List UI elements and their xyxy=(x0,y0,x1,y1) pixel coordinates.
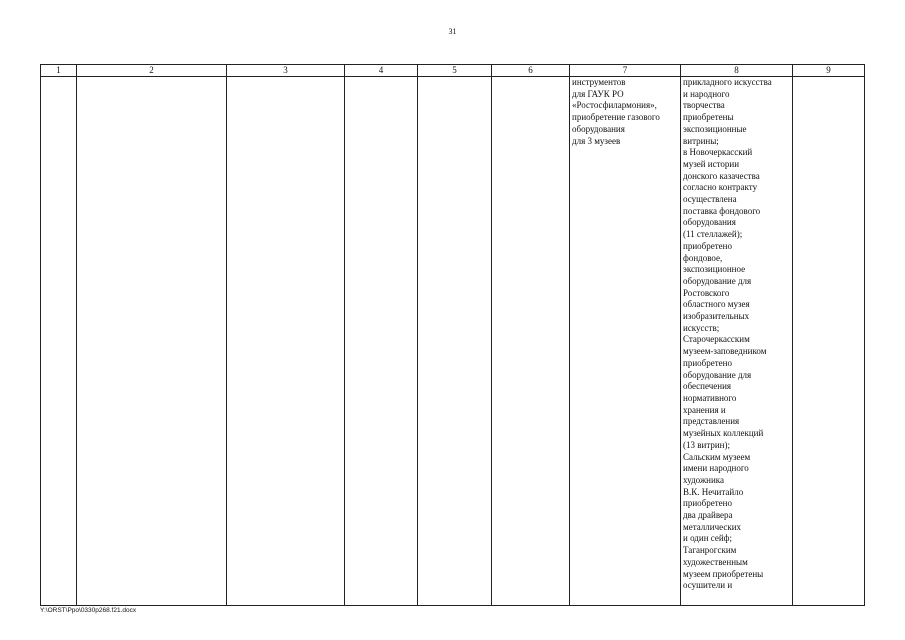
cell-line: имени народного xyxy=(683,463,749,474)
cell-line: и народного xyxy=(683,88,730,99)
cell-line: Сальским музеем xyxy=(683,451,751,462)
column-header-5: 5 xyxy=(418,65,492,77)
column-header-8: 8 xyxy=(681,65,793,77)
cell-line: металлических xyxy=(683,521,742,532)
cell-line: художественным xyxy=(683,556,748,567)
cell-line: прикладного искусства xyxy=(683,77,772,87)
cell-line: (11 стеллажей); xyxy=(683,229,743,240)
document-table xyxy=(40,64,865,606)
cell-line: витрины; xyxy=(683,135,719,146)
cell-line: нормативного xyxy=(683,392,737,403)
column-header-7: 7 xyxy=(570,65,681,77)
cell-line: оборудования xyxy=(683,217,736,228)
column-header-9: 9 xyxy=(793,65,865,77)
column-header-2: 2 xyxy=(77,65,227,77)
cell-line: искусств; xyxy=(683,322,720,333)
cell-col-8 xyxy=(681,77,793,606)
cell-col-5 xyxy=(418,77,492,606)
cell-line: Таганрогским xyxy=(683,545,737,556)
cell-line: представления xyxy=(683,416,740,427)
cell-line: Старочеркасским xyxy=(683,334,750,345)
table-header-row xyxy=(41,65,865,77)
cell-line: музеем-заповедником xyxy=(683,346,767,357)
cell-line: приобретено xyxy=(683,357,732,368)
cell-line: музей истории xyxy=(683,158,740,169)
cell-line: экспозиционное xyxy=(683,264,746,275)
cell-col-2 xyxy=(77,77,227,606)
cell-line: и один сейф; xyxy=(683,533,733,544)
cell-line: инструментов xyxy=(572,77,626,87)
cell-line: творчества xyxy=(683,100,725,111)
cell-col-6 xyxy=(492,77,570,606)
cell-line: приобретение газового xyxy=(572,112,660,123)
cell-line: музейных коллекций xyxy=(683,428,764,439)
column-header-3: 3 xyxy=(227,65,345,77)
cell-line: в Новочеркасский xyxy=(683,147,753,158)
cell-line: В.К. Нечитайло xyxy=(683,486,744,497)
cell-line: два драйвера xyxy=(683,510,733,521)
cell-line: оборудование для xyxy=(683,275,752,286)
cell-line: областного музея xyxy=(683,299,750,310)
table-row xyxy=(41,77,865,606)
cell-line: оборудования xyxy=(572,123,625,134)
cell-col-3 xyxy=(227,77,345,606)
footer-file-path: Y:\ORST\Ppo\0330p268.f21.docx xyxy=(40,607,137,614)
cell-line: музеем приобретены xyxy=(683,568,764,579)
column-header-6: 6 xyxy=(492,65,570,77)
cell-col-7 xyxy=(570,77,681,606)
cell-line: для ГАУК РО xyxy=(572,88,624,99)
cell-line: согласно контракту xyxy=(683,182,758,193)
cell-line: приобретены xyxy=(683,112,734,123)
cell-col-4 xyxy=(345,77,418,606)
cell-line: экспозиционные xyxy=(683,123,747,134)
cell-line: Ростовского xyxy=(683,287,730,298)
column-header-4: 4 xyxy=(345,65,418,77)
column-header-1: 1 xyxy=(41,65,77,77)
cell-line: донского казачества xyxy=(683,170,760,181)
cell-line: приобретено xyxy=(683,240,732,251)
cell-line: фондовое, xyxy=(683,252,723,263)
page-number: 31 xyxy=(448,27,457,36)
cell-line: «Ростосфилармония», xyxy=(572,100,657,111)
cell-line: оборудование для xyxy=(683,369,752,380)
cell-line: (13 витрин); xyxy=(683,439,730,450)
cell-line: поставка фондового xyxy=(683,205,761,216)
cell-col-9 xyxy=(793,77,865,606)
cell-line: осуществлена xyxy=(683,194,737,205)
cell-line: осушители и xyxy=(683,580,733,591)
cell-line: для 3 музеев xyxy=(572,135,621,146)
cell-col-1 xyxy=(41,77,77,606)
cell-line: приобретено xyxy=(683,498,732,509)
cell-line: хранения и xyxy=(683,404,726,415)
cell-line: художника xyxy=(683,474,725,485)
cell-line: обеспечения xyxy=(683,381,732,392)
cell-line: изобразительных xyxy=(683,311,750,322)
